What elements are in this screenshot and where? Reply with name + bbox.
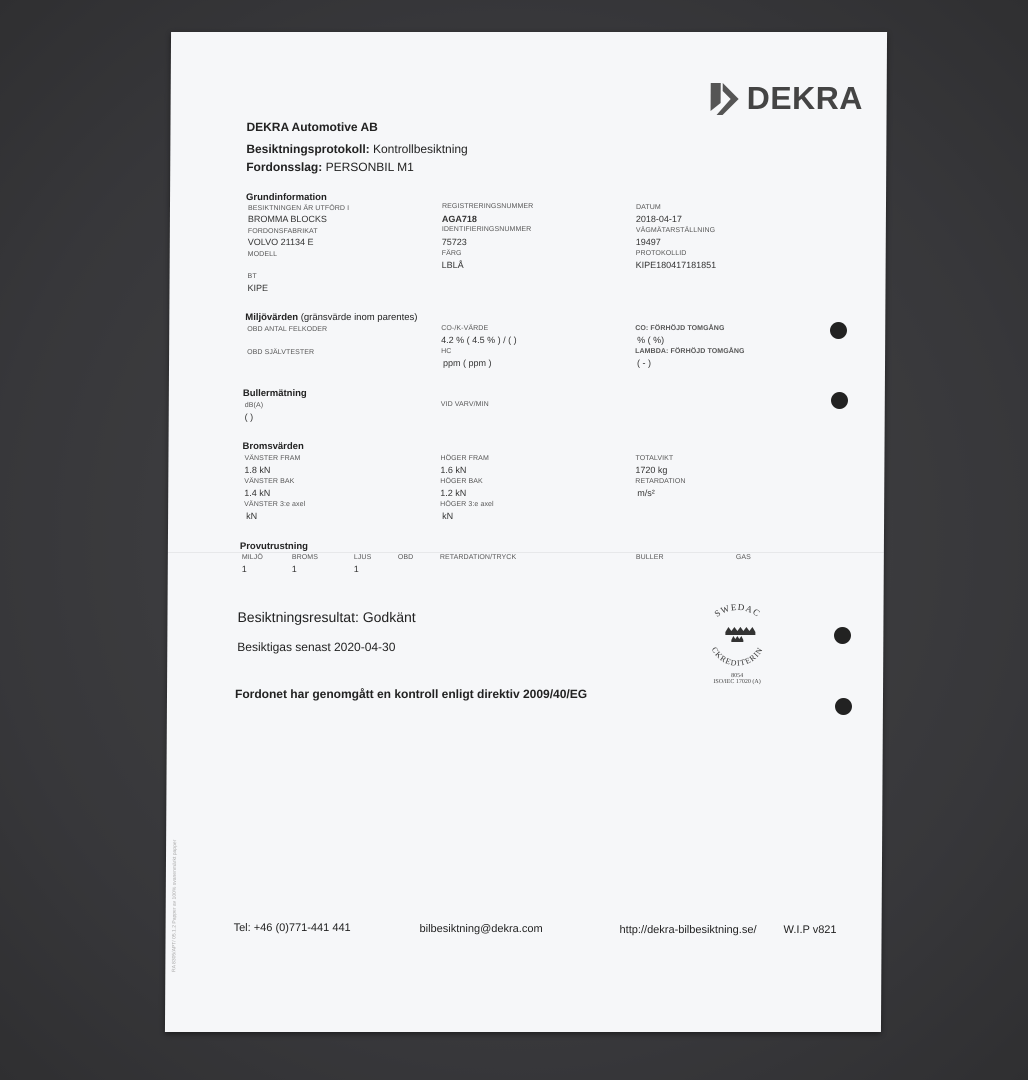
punch-hole [834, 627, 851, 644]
protocol-label: Besiktningsprotokoll: [246, 142, 370, 156]
field-value: KIPE180417181851 [635, 260, 717, 270]
section-title-miljo [245, 312, 417, 323]
swedac-seal [687, 602, 788, 692]
column-value: 1 [353, 564, 359, 574]
field-value: 75723 [441, 237, 467, 247]
punch-hole [831, 392, 848, 409]
miljo-title: Miljövärden [245, 312, 299, 323]
field-label: CO-/K-VÄRDE [441, 325, 489, 332]
next-inspection-line [237, 640, 395, 654]
column-value: 1 [241, 564, 247, 574]
field-label: FÄRG [441, 250, 462, 257]
dekra-logo [709, 80, 864, 117]
field-value: ppm ( ppm ) [443, 358, 492, 368]
column-label: BULLER [635, 554, 664, 561]
swedac-crowns-icon [687, 602, 787, 668]
field-value: 1.6 kN [440, 465, 467, 475]
vehicle-type-line [246, 160, 414, 174]
footer-url: http://dekra-bilbesiktning.se/ [619, 924, 757, 936]
side-print-text: RA 8305/APT/ 05.1.2 Papper av 100% svanenmärkt papper [171, 839, 179, 972]
field-label: OBD SJÄLVTESTER [247, 349, 315, 356]
field-label: HÖGER 3:e axel [440, 501, 494, 508]
field-label: VID VARV/MIN [440, 401, 489, 408]
field-value: 1.2 kN [440, 488, 467, 498]
field-value: BROMMA BLOCKS [247, 214, 327, 224]
seal-standard: ISO/IEC 17020 (A) [713, 679, 761, 685]
field-label: IDENTIFIERINGSNUMMER [441, 226, 532, 233]
section-title-buller: Bullermätning [242, 388, 307, 399]
field-label: VÄNSTER FRAM [244, 455, 301, 462]
section-title-broms: Bromsvärden [242, 441, 304, 452]
field-label: HÖGER FRAM [440, 455, 489, 462]
field-label: VÄNSTER 3:e axel [244, 501, 306, 508]
field-value: 1720 kg [635, 465, 668, 475]
field-value: LBLÅ [441, 260, 464, 270]
field-label: MODELL [247, 251, 278, 258]
protocol-line [246, 142, 468, 156]
column-label: LJUS [353, 554, 372, 561]
field-value: VOLVO 21134 E [247, 237, 314, 247]
column-label: GAS [735, 554, 751, 561]
dekra-logo-icon [709, 81, 741, 117]
vehicle-type-label: Fordonsslag: [246, 160, 323, 174]
footer-version: W.I.P v821 [783, 924, 837, 936]
field-value: AGA718 [441, 214, 477, 224]
seal-top-text: SWEDAC [712, 602, 763, 619]
field-label: TOTALVIKT [635, 455, 674, 462]
punch-hole [830, 322, 847, 339]
paper-fold [168, 552, 884, 553]
field-label: HC [441, 348, 452, 355]
field-label: HÖGER BAK [440, 478, 483, 485]
miljo-subtitle: (gränsvärde inom parentes) [300, 312, 418, 323]
field-value: 19497 [635, 237, 661, 247]
field-label: LAMBDA: FÖRHÖJD TOMGÅNG [635, 348, 745, 355]
column-label: MILJÖ [241, 554, 263, 561]
field-label: FORDONSFABRIKAT [247, 228, 318, 235]
field-label: CO: FÖRHÖJD TOMGÅNG [635, 325, 725, 332]
field-label: DATUM [635, 204, 661, 211]
field-value: 4.2 % ( 4.5 % ) / ( ) [441, 335, 517, 345]
field-label: OBD ANTAL FELKODER [247, 326, 328, 333]
punch-hole [835, 698, 852, 715]
column-label: OBD [397, 554, 414, 561]
result-line [237, 609, 415, 625]
column-value: 1 [291, 564, 297, 574]
field-value: kN [442, 511, 454, 521]
field-label: VÄNSTER BAK [244, 478, 295, 485]
field-value: 1.4 kN [244, 488, 271, 498]
field-value: m/s² [637, 488, 655, 498]
field-label: VÄGMÄTARSTÄLLNING [635, 227, 716, 234]
inspection-document [165, 32, 887, 1032]
svg-text:SWEDAC [713, 602, 763, 619]
footer-phone: Tel: +46 (0)771-441 441 [233, 922, 351, 934]
next-inspection-value: 2020-04-30 [333, 640, 396, 654]
field-label: BESIKTNINGEN ÄR UTFÖRD I [247, 205, 350, 212]
field-value: 2018-04-17 [635, 214, 682, 224]
field-label: PROTOKOLLID [635, 250, 687, 257]
field-label: RETARDATION [635, 478, 686, 485]
column-label: RETARDATION/TRYCK [439, 554, 517, 561]
company-name: DEKRA Automotive AB [246, 120, 378, 134]
logo-text: DEKRA [746, 80, 864, 116]
protocol-value: Kontrollbesiktning [372, 142, 468, 156]
section-title-provutrustning: Provutrustning [239, 541, 309, 552]
field-label: REGISTRERINGSNUMMER [441, 203, 534, 210]
field-value: % ( %) [637, 335, 665, 345]
next-inspection-label: Besiktigas senast [237, 640, 331, 654]
field-value: kN [246, 511, 258, 521]
field-value: ( ) [244, 412, 254, 422]
field-label: dB(A) [244, 402, 264, 409]
directive-statement: Fordonet har genomgått en kontroll enligt direktiv 2009/40/EG [234, 687, 588, 701]
result-label: Besiktningsresultat: [237, 609, 359, 625]
vehicle-type-value: PERSONBIL M1 [325, 160, 414, 174]
field-value: KIPE [247, 283, 269, 293]
seal-number: 8054 [731, 673, 744, 679]
seal-arc-text: ACKREDITERING [709, 645, 765, 668]
column-label: BROMS [291, 554, 319, 561]
field-value: ( - ) [637, 358, 652, 368]
section-title-grundinformation: Grundinformation [246, 192, 327, 203]
result-value: Godkänt [362, 609, 416, 625]
field-label: BT [247, 273, 257, 280]
footer-email: bilbesiktning@dekra.com [419, 923, 543, 935]
field-value: 1.8 kN [244, 465, 271, 475]
